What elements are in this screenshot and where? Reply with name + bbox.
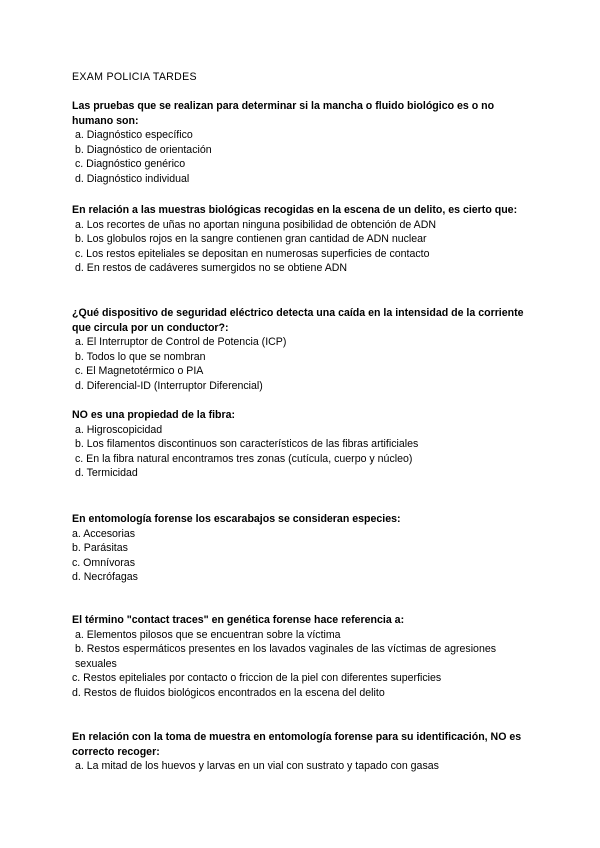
option-b: b. Todos lo que se nombran (75, 350, 206, 363)
option-d: d. Diferencial-ID (Interruptor Diferencial) (75, 379, 263, 392)
option-d: d. Diagnóstico individual (75, 172, 190, 185)
option-a: a. Higroscopicidad (75, 423, 163, 436)
option-b: b. Diagnóstico de orientación (75, 143, 212, 156)
option-b: b. Los filamentos discontinuos son característicos de las fibras artificiales (75, 438, 419, 451)
question-5 (72, 512, 532, 585)
option-a: a. La mitad de los huevos y larvas en un vial con sustrato y tapado con gasas (75, 760, 439, 773)
question-stem: ¿Qué dispositivo de seguridad eléctrico detecta una caída en la intensidad de la corriente que circula por un conductor?: (72, 307, 524, 334)
question-7 (72, 730, 532, 774)
option-b: b. Parásitas (72, 542, 128, 555)
option-c: c. En la fibra natural encontramos tres zonas (cutícula, cuerpo y núcleo) (75, 452, 413, 465)
option-c: c. Omnívoras (72, 556, 135, 569)
question-stem: El término "contact traces" en genética forense hace referencia a: (72, 614, 405, 626)
option-d: d. Restos de fluidos biológicos encontrados en la escena del delito (72, 686, 385, 699)
question-4 (72, 408, 532, 481)
question-6 (72, 613, 532, 701)
question-stem: Las pruebas que se realizan para determinar si la mancha o fluido biológico es o no humano son: (72, 100, 495, 127)
option-c: c. Restos epiteliales por contacto o friccion de la piel con diferentes superficies (72, 672, 442, 685)
option-c: c. El Magnetotérmico o PIA (75, 365, 204, 378)
option-a: a. Accesorias (72, 527, 136, 540)
question-stem: En entomología forense los escarabajos se consideran especies: (72, 513, 401, 525)
exam-title: EXAM POLICIA TARDES (72, 71, 197, 83)
option-d: d. Necrófagas (72, 571, 138, 584)
question-2 (72, 203, 532, 276)
option-b: b. Los globulos rojos en la sangre contienen gran cantidad de ADN nuclear (75, 233, 427, 246)
question-stem: En relación a las muestras biológicas recogidas en la escena de un delito, es cierto que: (72, 204, 518, 216)
question-3 (72, 306, 532, 394)
question-stem: NO es una propiedad de la fibra: (72, 409, 236, 421)
option-b: b. Restos espermáticos presentes en los lavados vaginales de las víctimas de agresiones sexuales (75, 643, 497, 670)
option-a: a. Elementos pilosos que se encuentran sobre la víctima (75, 628, 341, 641)
option-c: c. Los restos epiteliales se depositan en numerosas superficies de contacto (75, 247, 430, 260)
option-a: a. El Interruptor de Control de Potencia (ICP) (75, 336, 287, 349)
option-a: a. Los recortes de uñas no aportan ninguna posibilidad de obtención de ADN (75, 218, 437, 231)
question-1 (72, 99, 532, 187)
option-c: c. Diagnóstico genérico (75, 158, 186, 171)
question-stem: En relación con la toma de muestra en entomología forense para su identificación, NO es correcto recoger: (72, 731, 522, 758)
option-d: d. En restos de cadáveres sumergidos no se obtiene ADN (75, 262, 348, 275)
option-d: d. Termicidad (75, 467, 138, 480)
option-a: a. Diagnóstico específico (75, 129, 193, 142)
